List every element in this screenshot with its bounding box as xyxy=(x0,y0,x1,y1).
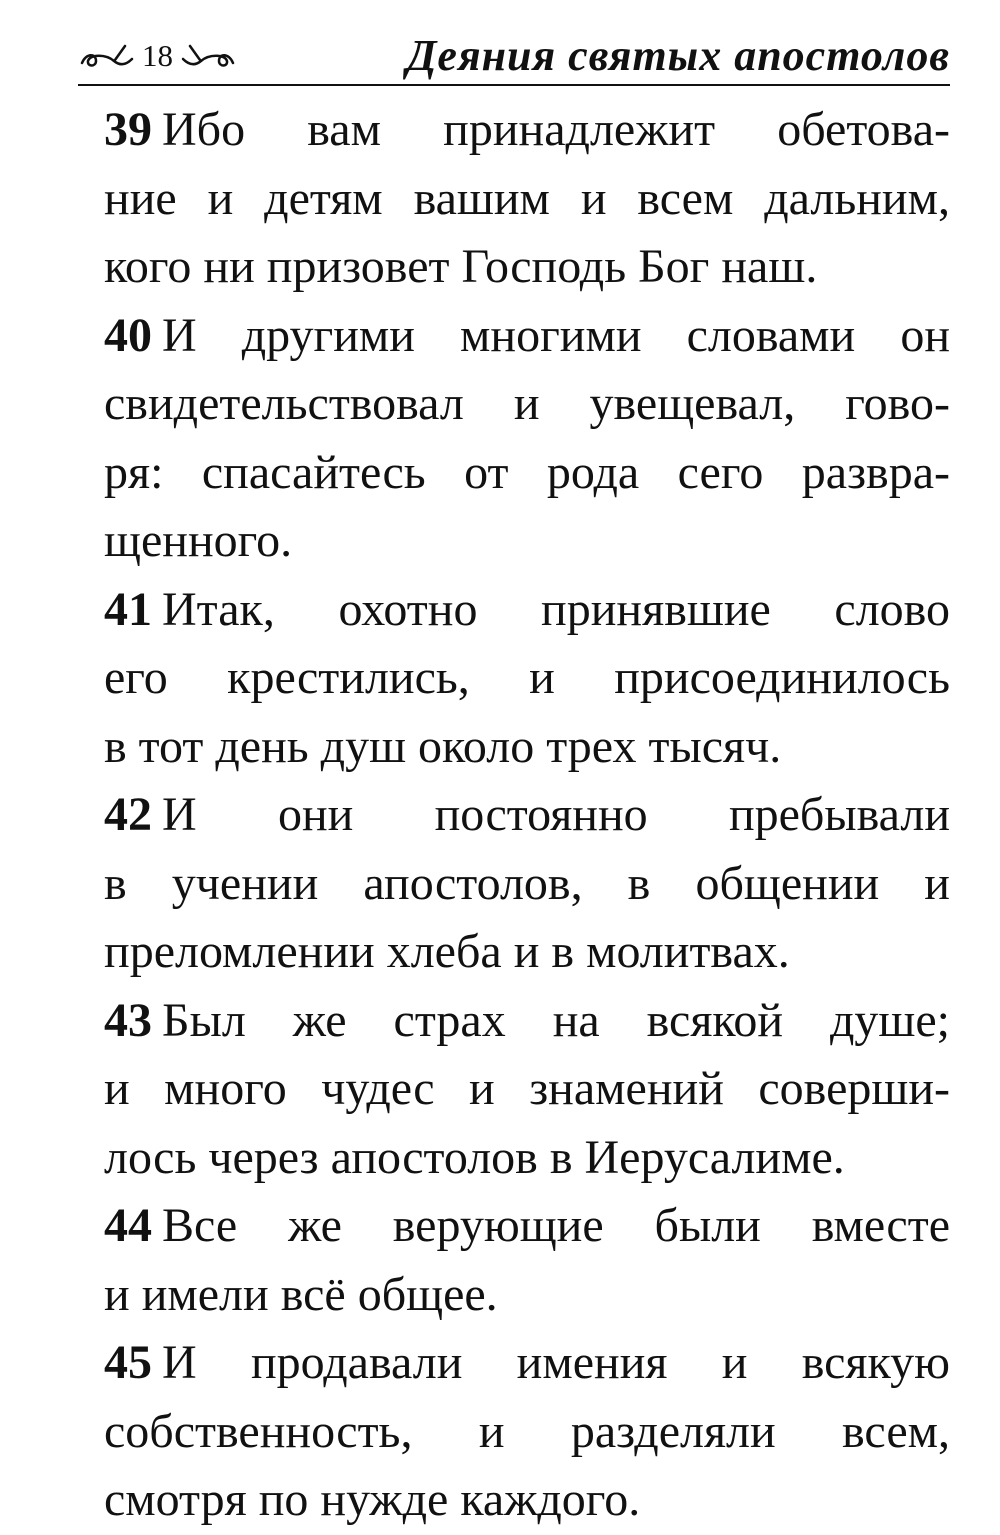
verse-39 xyxy=(78,96,950,302)
verse-line: свидетельствовал и увещевал, гово- xyxy=(104,377,950,430)
verse-number: 39 xyxy=(104,103,152,156)
verse-line xyxy=(78,302,950,371)
verse-line: ние и детям вашим и всем дальним, xyxy=(104,171,950,225)
page-number: 18 xyxy=(142,38,173,73)
verse-line: и много чудес и знамений соверши- xyxy=(104,1062,950,1115)
verse-text: Итак, охотно принявшие слово xyxy=(162,582,950,636)
verse-text: И продавали имения и всякую xyxy=(162,1336,950,1389)
verse-line: ря: спасайтесь от рода сего развра- xyxy=(104,445,950,499)
verse-number: 40 xyxy=(104,308,152,362)
verse-text: Был же страх на всякой душе; xyxy=(162,993,950,1047)
left-flourish-icon xyxy=(78,41,136,71)
verse-45 xyxy=(78,1329,950,1535)
verse-text: И другими многими словами он xyxy=(162,308,950,362)
verse-text: Все же верующие были вместе xyxy=(162,1199,950,1252)
verse-number: 42 xyxy=(104,788,152,841)
verse-number: 45 xyxy=(104,1336,152,1389)
running-title: Деяния святых апостолов xyxy=(406,31,950,80)
verse-line xyxy=(78,1329,950,1398)
verse-text: И они постоянно пребывали xyxy=(162,788,950,841)
verse-41 xyxy=(78,576,950,782)
verse-line xyxy=(78,987,950,1056)
scripture-text xyxy=(78,86,950,1535)
verse-line: в учении апостолов, в общении и xyxy=(104,856,950,910)
verse-line: смотря по нужде каждого. xyxy=(104,1473,641,1526)
verse-number: 44 xyxy=(104,1199,152,1252)
page-number-ornament xyxy=(78,36,237,76)
verse-44 xyxy=(78,1192,950,1329)
running-header xyxy=(78,22,950,86)
verse-line xyxy=(78,576,950,645)
verse-line: преломлении хлеба и в молитвах. xyxy=(104,925,790,978)
verse-line: кого ни призовет Господь Бог наш. xyxy=(104,240,818,293)
verse-line: в тот день душ около трех тысяч. xyxy=(104,719,782,773)
verse-line: его крестились, и присоединилось xyxy=(104,651,950,704)
verse-line: собственность, и разделяли всем, xyxy=(104,1404,950,1458)
verse-line xyxy=(78,781,950,850)
verse-text: Ибо вам принадлежит обетова- xyxy=(162,103,950,156)
verse-line xyxy=(78,1192,950,1261)
verse-number: 41 xyxy=(104,582,152,636)
verse-line: лось через апостолов в Иерусалиме. xyxy=(104,1130,845,1184)
right-flourish-icon xyxy=(179,41,237,71)
verse-line xyxy=(78,96,950,165)
verse-42 xyxy=(78,781,950,987)
verse-line: и имели всё общее. xyxy=(104,1267,498,1321)
verse-number: 43 xyxy=(104,993,152,1047)
book-page xyxy=(78,22,950,1535)
verse-line: щенного. xyxy=(104,514,293,567)
verse-40 xyxy=(78,302,950,576)
verse-43 xyxy=(78,987,950,1193)
